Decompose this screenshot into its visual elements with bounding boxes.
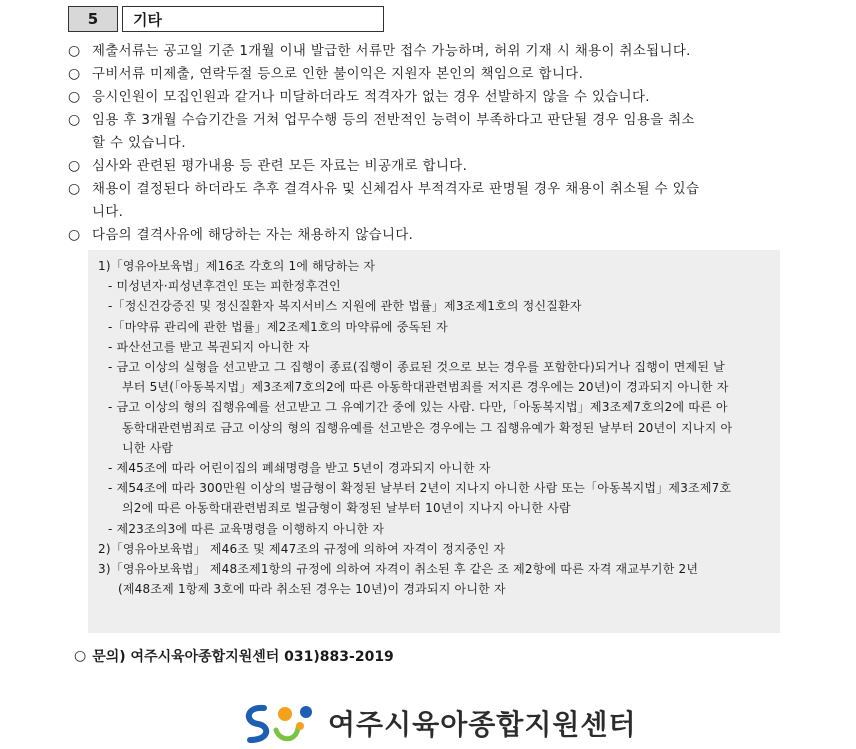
section-title: 기타 [122,6,384,32]
notice-text: 니다. [92,205,124,220]
footer-org-name: 여주시육아종합지원센터 [328,708,637,741]
notice-item [68,155,794,178]
disqualification-line: 3)「영유아보육법」 제48조제1항의 규정에 의하여 자격이 취소된 후 같은 조 제2항에 따른 자격 재교부기한 2년 [98,562,699,577]
center-logo-icon [240,700,318,746]
notice-text: 채용이 결정된다 하더라도 추후 결격사유 및 신체검사 부적격자로 판명될 경우 채용이 취소될 수 있습 [92,182,700,197]
section-number: 5 [68,6,118,32]
disqualification-line: -「마약류 관리에 관한 법률」제2조제1호의 마약류에 중독된 자 [108,319,448,334]
section-header [68,6,384,32]
disqualification-line: - 금고 이상의 실형을 선고받고 그 집행이 종료(집행이 종료된 것으로 보는 경우를 포함한다)되거나 집행이 면제된 날 [108,360,725,375]
bullet-mark: ○ [68,158,81,174]
disqualification-line: 부터 5년(「아동복지법」제3조제7호의2에 따른 아동학대관련범죄를 저지른 경우에는 20년)이 경과되지 아니한 자 [122,380,729,395]
notice-text: 할 수 있습니다. [92,136,186,151]
disqualification-line: 1)「영유아보육법」제16조 각호의 1에 해당하는 자 [98,259,376,273]
notice-list [68,40,794,247]
bullet-mark: ○ [68,43,81,59]
disqualification-line: - 제23조의3에 따른 교육명령을 이행하지 아니한 자 [108,521,385,536]
contact-text: 문의) 여주시육아종합지원센터 031)883-2019 [92,649,394,665]
notice-text: 다음의 결격사유에 해당하는 자는 채용하지 않습니다. [92,228,414,243]
notice-text: 응시인원이 모집인원과 같거나 미달하더라도 적격자가 없는 경우 선발하지 않을 수 있습니다. [92,90,650,105]
disqualification-line: - 제45조에 따라 어린이집의 폐쇄명령을 받고 5년이 경과되지 아니한 자 [108,461,491,476]
notice-text: 심사와 관련된 평가내용 등 관련 모든 자료는 비공개로 합니다. [92,159,468,174]
notice-item [68,109,794,155]
bullet-mark: ○ [68,181,81,197]
disqualification-line: 의2에 따른 아동학대관련범죄로 벌금형이 확정된 날부터 10년이 지나지 아니한 사람 [122,501,571,516]
disqualification-line: - 미성년자·피성년후견인 또는 피한정후견인 [108,279,341,294]
disqualification-line: - 파산선고를 받고 복권되지 아니한 자 [108,339,310,354]
notice-item [68,178,794,224]
contact-bullet-mark: ○ [74,648,87,664]
bullet-mark: ○ [68,89,81,105]
bullet-mark: ○ [68,66,81,82]
notice-text: 제출서류는 공고일 기준 1개월 이내 발급한 서류만 접수 가능하며, 허위 기재 시 채용이 취소됩니다. [92,44,691,59]
notice-item [68,63,794,86]
footer-logo [240,700,637,746]
notice-item [68,86,794,109]
disqualification-line: - 제54조에 따라 300만원 이상의 벌금형이 확정된 날부터 2년이 지나지 아니한 사람 또는「아동복지법」제3조제7호 [108,481,732,496]
disqualification-line: 2)「영유아보육법」 제46조 및 제47조의 규정에 의하여 자격이 정지중인 자 [98,541,506,556]
contact-line [74,646,394,666]
disqualification-line: 니한 사람 [122,440,174,455]
disqualification-line: (제48조제 1항제 3호에 따라 취소된 경우는 10년)이 경과되지 아니한 자 [118,582,506,597]
notice-text: 임용 후 3개월 수습기간을 거쳐 업무수행 등의 전반적인 능력이 부족하다고 판단될 경우 임용을 취소 [92,113,695,128]
notice-item [68,40,794,63]
notice-text: 구비서류 미제출, 연락두절 등으로 인한 불이익은 지원자 본인의 책임으로 합니다. [92,67,584,82]
notice-item [68,224,794,247]
disqualification-line: 동학대관련범죄로 금고 이상의 형의 집행유예를 선고받은 경우에는 그 집행유예가 확정된 날부터 20년이 지나지 아 [122,420,733,435]
disqualification-line: -「정신건강증진 및 정신질환자 복지서비스 지원에 관한 법률」제3조제1호의 정신질환자 [108,299,582,314]
bullet-mark: ○ [68,112,81,128]
disqualification-box [88,250,780,633]
disqualification-line: - 금고 이상의 형의 집행유예를 선고받고 그 유예기간 중에 있는 사람. 다만,「아동복지법」제3조제7호의2에 따른 아 [108,400,728,415]
bullet-mark: ○ [68,227,81,243]
